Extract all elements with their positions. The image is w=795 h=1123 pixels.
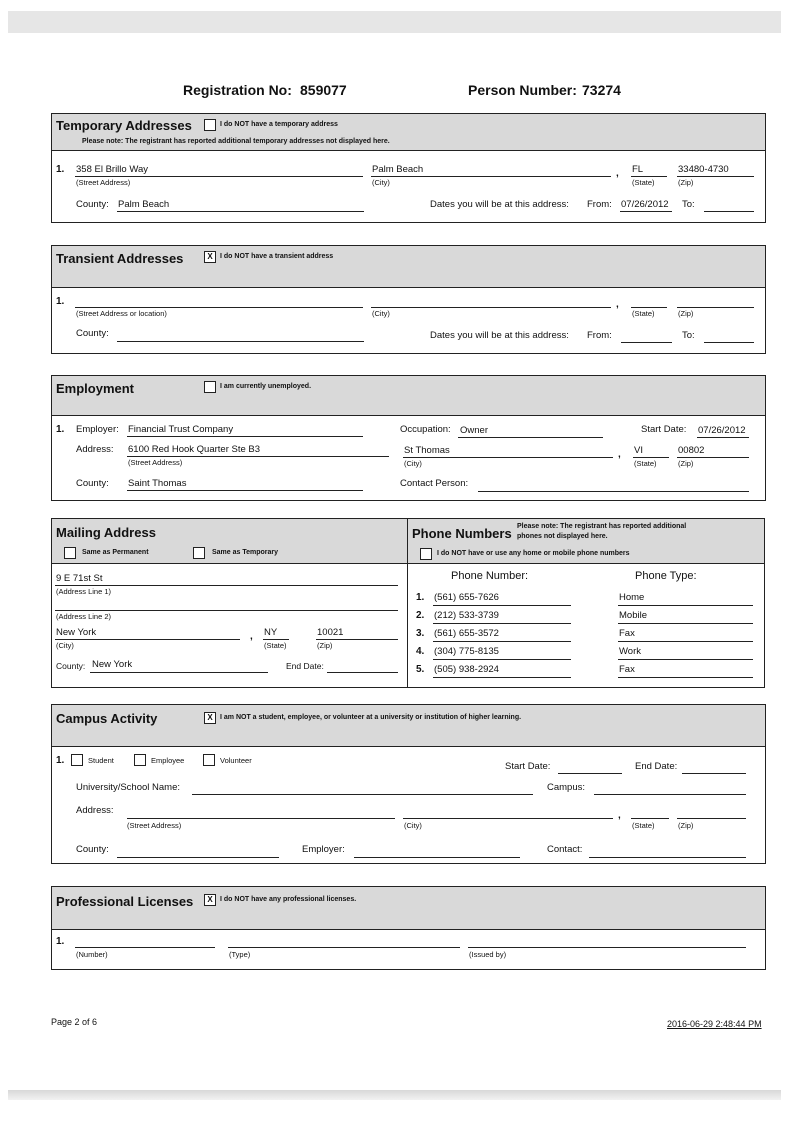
address-line1-line [55,585,398,586]
zip-line [316,639,398,640]
contact-person-label: Contact Person: [400,478,469,489]
to-date-line [704,342,754,343]
zip-line [677,818,746,819]
zip-value: 10021 [317,627,344,638]
checkbox-label: Same as Permanent [82,549,149,556]
zip-caption: (Zip) [678,178,694,187]
city-line [403,457,613,458]
professional-licenses-section [51,886,766,970]
phone-type-header: Phone Type: [635,570,697,582]
comma: , [616,299,619,310]
volunteer-label: Volunteer [220,756,252,765]
checkbox-label: I do NOT have any professional licenses. [220,896,357,903]
campus-activity-section [51,704,766,864]
state-value: VI [634,445,643,456]
employment-section [51,375,766,501]
zip-caption: (Zip) [678,459,694,468]
item-number: 1. [56,296,65,307]
city-line [55,639,240,640]
mailing-address-section [51,518,409,688]
contact-label: Contact: [547,844,583,855]
end-date-line [682,773,746,774]
license-number-caption: (Number) [76,950,108,959]
item-number: 1. [56,936,65,947]
street-address-line [75,176,363,177]
section-title: Temporary Addresses [56,118,192,133]
item-number: 1. [56,755,65,766]
student-checkbox[interactable] [71,754,83,766]
phone-numbers-section [407,518,765,688]
city-value: Palm Beach [372,164,424,175]
street-address-line [127,818,395,819]
city-caption: (City) [404,821,422,830]
checkbox-label: Same as Temporary [212,549,279,556]
phone-number-value: (212) 533-3739 [434,610,499,621]
row-number: 5. [416,664,425,675]
checkbox-label: I am NOT a student, employee, or volunteer at a university or institution of higher learning. [220,714,522,721]
county-label: County: [76,328,109,339]
to-label: To: [682,199,695,210]
checkbox-label: I am currently unemployed. [220,383,312,390]
phone-number-line [433,641,571,642]
dates-label: Dates you will be at this address: [430,330,569,341]
address-line2-caption: (Address Line 2) [56,612,112,621]
start-date-value: 07/26/2012 [698,425,746,436]
comma: , [616,168,619,179]
occupation-label: Occupation: [400,424,451,435]
street-address-line [75,307,363,308]
page-indicator: Page 2 of 6 [51,1017,98,1027]
phone-number-line [433,677,571,678]
county-label: County: [56,661,86,671]
start-date-label: Start Date: [505,761,551,772]
person-number: 73274 [582,82,621,98]
no-temporary-address-checkbox[interactable] [204,119,216,131]
phone-type-value: Fax [619,628,635,639]
phone-type-value: Home [619,592,645,603]
street-value: 6100 Red Hook Quarter Ste B3 [128,444,261,455]
state-line [631,307,667,308]
section-header-band [52,376,765,416]
employer-label: Employer: [76,424,119,435]
row-number: 4. [416,646,425,657]
section-title: Employment [56,381,135,396]
additional-addresses-note: Please note: The registrant has reported additional temporary addresses not displayed here. [82,138,390,145]
phone-number-line [433,605,571,606]
state-line [631,818,669,819]
phone-type-line [618,605,753,606]
phones-note-line2: phones not displayed here. [517,533,608,540]
checkbox-label: I do NOT have a transient address [220,253,334,260]
start-date-label: Start Date: [641,424,687,435]
issued-by-caption: (Issued by) [469,950,507,959]
phone-number-header: Phone Number: [451,570,529,582]
no-professional-licenses-checkbox[interactable]: X [204,894,216,906]
county-line [90,672,268,673]
section-header-band [52,705,765,747]
employee-label: Employee [151,756,185,765]
license-number-line [75,947,215,948]
phone-number-value: (561) 655-3572 [434,628,499,639]
employer-label: Employer: [302,844,345,855]
section-title: Transient Addresses [56,251,184,266]
street-address-caption: (Street Address) [127,821,182,830]
scan-top-bar [8,11,781,33]
issued-by-line [468,947,746,948]
state-value: FL [632,164,644,175]
street-line [127,456,389,457]
checkbox-label: I do NOT have a temporary address [220,121,338,128]
state-line [631,176,667,177]
city-value: St Thomas [404,445,450,456]
from-label: From: [587,330,612,341]
checkbox-label: I do NOT have or use any home or mobile phone numbers [437,550,630,557]
city-line [403,818,613,819]
student-label: Student [88,756,114,765]
comma: , [618,449,621,460]
start-date-line [697,437,749,438]
to-date-line [704,211,754,212]
contact-line [589,857,746,858]
city-line [371,307,611,308]
not-campus-affiliated-checkbox[interactable]: X [204,712,216,724]
license-type-line [228,947,460,948]
to-label: To: [682,330,695,341]
item-number: 1. [56,164,65,175]
comma: , [250,631,253,642]
from-date-line [620,211,672,212]
employer-line [354,857,520,858]
temporary-addresses-section [51,113,766,223]
campus-line [594,794,746,795]
address-label: Address: [76,444,114,455]
city-caption: (City) [372,309,390,318]
address-line1-value: 9 E 71st St [56,573,103,584]
item-number: 1. [56,424,65,435]
address-line2-line [55,610,398,611]
row-number: 3. [416,628,425,639]
street-address-caption: (Street Address or location) [76,309,167,318]
occupation-line [458,437,603,438]
row-number: 1. [416,592,425,603]
phone-type-line [618,641,753,642]
county-value: New York [92,659,133,670]
county-label: County: [76,199,109,210]
street-address-value: 358 El Brillo Way [76,164,148,175]
county-line [127,490,363,491]
county-value: Saint Thomas [128,478,187,489]
county-line [117,857,279,858]
end-date-line [327,672,398,673]
school-name-line [192,794,533,795]
currently-unemployed-checkbox[interactable] [204,381,216,393]
state-caption: (State) [632,309,655,318]
zip-caption: (Zip) [678,821,694,830]
state-caption: (State) [632,821,655,830]
city-value: New York [56,627,97,638]
phone-type-line [618,659,753,660]
city-caption: (City) [372,178,390,187]
registration-number: 859077 [300,82,347,98]
end-date-label: End Date: [286,661,324,671]
from-date-line [621,342,672,343]
address-label: Address: [76,805,114,816]
phone-number-value: (304) 775-8135 [434,646,499,657]
section-title: Mailing Address [56,525,156,540]
street-address-caption: (Street Address) [76,178,131,187]
phone-type-value: Work [619,646,641,657]
campus-label: Campus: [547,782,586,793]
address-line1-caption: (Address Line 1) [56,587,112,596]
phone-type-line [618,623,753,624]
school-name-label: University/School Name: [76,782,181,793]
occupation-value: Owner [460,425,488,436]
from-label: From: [587,199,612,210]
from-date-value: 07/26/2012 [621,199,669,210]
same-as-temporary-checkbox[interactable] [193,547,205,559]
zip-value: 00802 [678,445,705,456]
phone-type-value: Fax [619,664,635,675]
no-transient-address-checkbox[interactable]: X [204,251,216,263]
end-date-label: End Date: [635,761,678,772]
phone-type-line [618,677,753,678]
phone-type-value: Mobile [619,610,647,621]
scan-bottom-bar [8,1090,781,1100]
phone-number-value: (561) 655-7626 [434,592,499,603]
county-value: Palm Beach [118,199,170,210]
phone-number-line [433,659,571,660]
employer-value: Financial Trust Company [128,424,234,435]
zip-caption: (Zip) [678,309,694,318]
state-value: NY [264,627,278,638]
street-caption: (Street Address) [128,458,183,467]
person-number-label: Person Number: [468,82,577,98]
city-line [371,176,611,177]
state-caption: (State) [632,178,655,187]
zip-line [677,176,754,177]
start-date-line [558,773,622,774]
transient-addresses-section [51,245,766,354]
city-caption: (City) [404,459,422,468]
comma: , [618,810,621,821]
phones-note-line1: Please note: The registrant has reported additional [517,523,687,530]
no-phone-numbers-checkbox[interactable] [420,548,432,560]
registration-label: Registration No: [183,82,292,98]
county-label: County: [76,844,109,855]
employee-checkbox[interactable] [134,754,146,766]
state-caption: (State) [264,641,287,650]
print-timestamp: 2016-06-29 2:48:44 PM [667,1019,762,1029]
zip-line [677,457,749,458]
license-type-caption: (Type) [229,950,251,959]
county-label: County: [76,478,109,489]
city-caption: (City) [56,641,74,650]
phone-number-line [433,623,571,624]
dates-label: Dates you will be at this address: [430,199,569,210]
section-title: Professional Licenses [56,894,194,909]
row-number: 2. [416,610,425,621]
same-as-permanent-checkbox[interactable] [64,547,76,559]
zip-value: 33480-4730 [678,164,729,175]
county-line [117,211,364,212]
employer-line [127,436,363,437]
zip-line [677,307,754,308]
county-line [117,341,364,342]
zip-caption: (Zip) [317,641,333,650]
phone-number-value: (505) 938-2924 [434,664,499,675]
state-line [633,457,669,458]
section-title: Phone Numbers [412,526,512,541]
contact-person-line [478,491,749,492]
volunteer-checkbox[interactable] [203,754,215,766]
section-title: Campus Activity [56,711,158,726]
state-line [263,639,289,640]
state-caption: (State) [634,459,657,468]
